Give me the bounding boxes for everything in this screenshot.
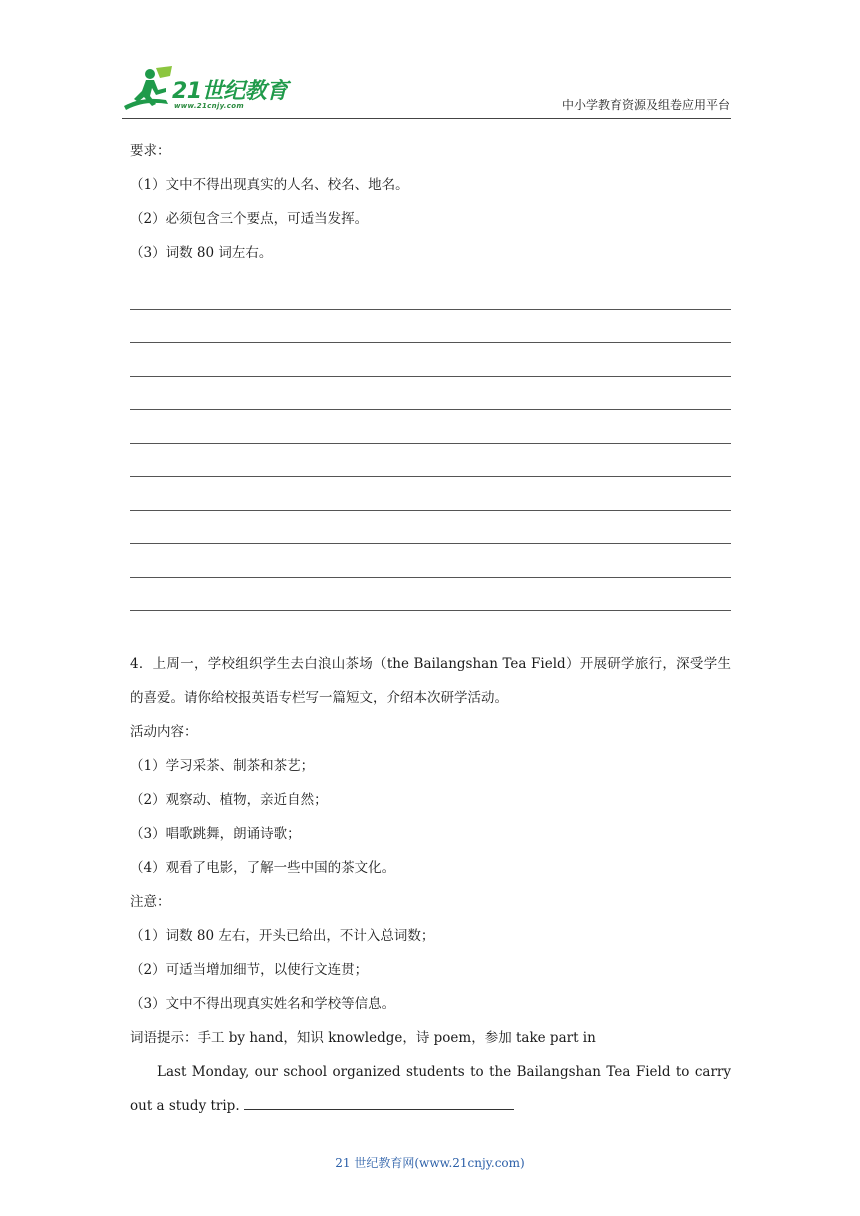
runner-logo-icon [122,66,174,114]
activities-title: 活动内容： [130,724,198,740]
requirement-item: （2）必须包含三个要点，可适当发挥。 [130,211,369,227]
answer-lines [130,276,731,611]
activity-item: （4）观看了电影，了解一些中国的茶文化。 [130,860,396,876]
essay-answer-blank[interactable] [244,1095,514,1110]
answer-line[interactable] [130,276,731,310]
answer-line[interactable] [130,477,731,511]
requirements-title: 要求： [130,143,171,159]
activity-item: （2）观察动、植物，亲近自然； [130,792,328,808]
logo-url: www.21cnjy.com [174,102,244,110]
page-footer: 21 世纪教育网(www.21cnjy.com) [335,1156,525,1170]
header-divider [122,118,731,119]
notes-title: 注意： [130,894,171,910]
essay-opening [130,1055,731,1123]
note-item: （2）可适当增加细节，以使行文连贯； [130,962,369,978]
answer-line[interactable] [130,410,731,444]
answer-line[interactable] [130,310,731,344]
logo-text: 21世纪教育 [172,79,288,104]
note-item: （1）词数 80 左右，开头已给出，不计入总词数； [130,928,435,944]
activity-item: （1）学习采茶、制茶和茶艺； [130,758,315,774]
answer-line[interactable] [130,343,731,377]
page-header [0,0,860,124]
essay-opening-text: Last Monday, our school organized students to the Bailangshan Tea Field to carry out a study trip. [130,1064,731,1114]
requirement-item: （3）词数 80 词左右。 [130,245,273,261]
answer-line[interactable] [130,511,731,545]
requirement-item: （1）文中不得出现真实的人名、校名、地名。 [130,177,409,193]
header-right-text: 中小学教育资源及组卷应用平台 [561,98,730,112]
logo [122,66,292,116]
question-4 [130,647,731,1123]
answer-line[interactable] [130,544,731,578]
answer-line[interactable] [130,377,731,411]
note-item: （3）文中不得出现真实姓名和学校等信息。 [130,996,396,1012]
activity-item: （3）唱歌跳舞，朗诵诗歌； [130,826,301,842]
question-4-prompt: 4．上周一，学校组织学生去白浪山茶场（the Bailangshan Tea Field）开展研学旅行，深受学生的喜爱。请你给校报英语专栏写一篇短文，介绍本次研学活动。 [130,656,731,706]
word-hints: 词语提示：手工 by hand，知识 knowledge，诗 poem，参加 take part in [130,1030,596,1046]
document-body [130,134,731,1123]
answer-line[interactable] [130,578,731,612]
answer-line[interactable] [130,444,731,478]
